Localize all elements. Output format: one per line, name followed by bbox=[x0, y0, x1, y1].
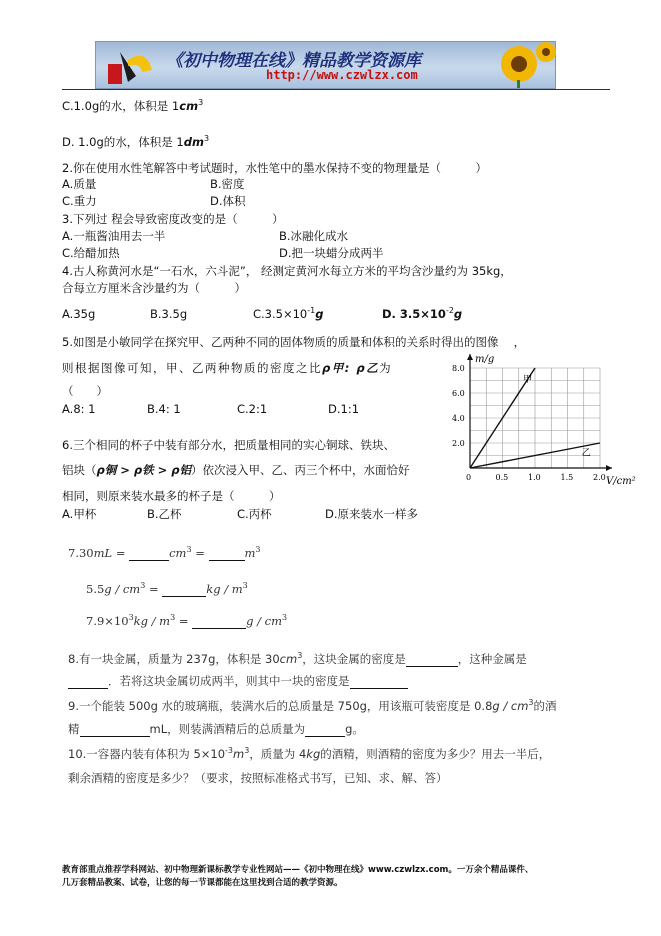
q8-line-1: 8.有一块金属，质量为 237g，体积是 $30cm^3$，这块金属的密度是 ，这种金属是 bbox=[68, 651, 527, 666]
q7-line-2: $5.5g / cm^3$ = kg / $m^3$ bbox=[86, 581, 248, 596]
option-d-line: D. 1.0g的水，体积是 $1dm^3$ bbox=[62, 134, 210, 149]
q6-stem-2: 铝块（ρ铜 > ρ铁 > ρ铝）依次浸入甲、乙、丙三个杯中，水面恰好 bbox=[62, 463, 410, 477]
x-tick-label: 2.0 bbox=[593, 473, 606, 482]
q7-line-3: $7.9\times 10^3kg / m^3 = g / cm^3$ bbox=[86, 613, 288, 628]
x-tick-label: 0.5 bbox=[495, 473, 509, 482]
q3-option-a: A.一瓶酱油用去一半 bbox=[62, 229, 166, 243]
q5-option-a: A.8: 1 bbox=[62, 402, 96, 416]
q2-option-c: C.重力 bbox=[62, 194, 97, 208]
q2-option-a: A.质量 bbox=[62, 177, 97, 191]
q8-blank-2[interactable] bbox=[68, 676, 108, 689]
q9-line-1: 9.一个能装 500g 水的玻璃瓶，装满水后的总质量是 750g，用该瓶可装密度是 $0.8g / cm^3$的酒 bbox=[68, 698, 557, 713]
series-label: 甲 bbox=[523, 374, 533, 385]
y-tick-label: 4.0 bbox=[452, 414, 465, 423]
q3-option-b: B.冰融化成水 bbox=[279, 229, 349, 243]
y-tick-label: 8.0 bbox=[452, 364, 465, 373]
q4-stem-1: 4.古人称黄河水是“一石水，六斗泥”， 经测定黄河水每立方米的平均含沙量约为 35kg， bbox=[62, 264, 512, 278]
q2-stem: 2.你在使用水性笔解答中考试题时，水性笔中的墨水保持不变的物理量是（ ） bbox=[62, 161, 487, 175]
q2-option-b: B.密度 bbox=[210, 177, 245, 191]
q10-line-1: 10.一容器内装有体积为 $5\times 10^{-3}m^3$，质量为 4kg的酒精，则酒精的密度为多少？用去一半后， bbox=[68, 746, 551, 761]
q3-option-d: D.把一块蜡分成两半 bbox=[279, 246, 384, 260]
footer-line-1: 教育部重点推荐学科网站、初中物理新课标教学专业性网站——《初中物理在线》www.czwlzx.com。一万余个精品课件、 bbox=[62, 865, 534, 875]
header-banner bbox=[95, 41, 556, 89]
q4-option-a: A.35g bbox=[62, 307, 96, 321]
x-axis-label: V/cm² bbox=[606, 476, 636, 487]
q7-blank-1[interactable] bbox=[129, 548, 169, 561]
y-axis-label: m/g bbox=[475, 354, 495, 365]
q5-stem-1: 5.如图是小敏同学在探究甲、乙两种不同的固体物质的质量和体积的关系时得出的图像 ， bbox=[62, 335, 526, 349]
q6-stem-3: 相同，则原来装水最多的杯子是（ ） bbox=[62, 489, 281, 503]
q6-stem-1: 6.三个相同的杯子中装有部分水，把质量相同的实心铜球、铁块、 bbox=[62, 438, 395, 452]
header-rule bbox=[62, 89, 610, 90]
q9-blank-1[interactable] bbox=[80, 724, 150, 737]
option-c-line: C.1.0g的水，体积是 $1cm^3$ bbox=[62, 98, 204, 113]
sunflower-icon bbox=[491, 42, 555, 88]
q7-blank-2[interactable] bbox=[209, 548, 245, 561]
x-axis-arrow bbox=[606, 465, 612, 471]
logo-icon bbox=[106, 46, 156, 86]
q8-blank-1[interactable] bbox=[406, 654, 458, 667]
q5-option-d: D.1:1 bbox=[328, 402, 360, 416]
q4-stem-2: 合每立方厘米含沙量约为（ ） bbox=[62, 281, 246, 295]
q7-line-1: $7.30mL = cm^3 = m^3$ bbox=[68, 545, 261, 560]
q3-option-c: C.给醋加热 bbox=[62, 246, 120, 260]
q8-blank-3[interactable] bbox=[350, 676, 408, 689]
q7-blank-4[interactable] bbox=[192, 616, 246, 629]
banner-url: http://www.czwlzx.com bbox=[266, 68, 418, 82]
y-axis-arrow bbox=[467, 354, 473, 360]
x-tick-label: 1.0 bbox=[528, 473, 541, 482]
mass-volume-chart bbox=[440, 340, 636, 490]
x-tick-label: 1.5 bbox=[560, 473, 574, 482]
q5-option-c: C.2:1 bbox=[237, 402, 268, 416]
q6-option-d: D.原来装水一样多 bbox=[325, 507, 419, 521]
q6-option-b: B.乙杯 bbox=[147, 507, 182, 521]
footer-line-2: 几万套精品教案、试卷，让您的每一节课都能在这里找到合适的教学资源。 bbox=[62, 878, 343, 888]
q5-stem-2: 则根据图像可知，甲、乙两种物质的密度之比ρ甲: ρ乙为 bbox=[62, 361, 393, 375]
q5-option-b: B.4: 1 bbox=[147, 402, 181, 416]
y-tick-label: 2.0 bbox=[452, 439, 465, 448]
q8-line-2: ．若将这块金属切成两半，则其中一块的密度是 bbox=[68, 673, 408, 689]
q4-option-d: D. $3.5\times 10^{-2}g$ bbox=[382, 306, 463, 321]
q9-line-2: 精 mL，则装满酒精后的总质量为 g。 bbox=[68, 722, 364, 736]
q4-option-b: B.3.5g bbox=[150, 307, 188, 321]
y-tick-label: 6.0 bbox=[452, 389, 465, 398]
q5-paren: （ ） bbox=[62, 384, 108, 398]
q7-blank-3[interactable] bbox=[162, 584, 206, 597]
q6-option-a: A.甲杯 bbox=[62, 507, 97, 521]
q2-option-d: D.体积 bbox=[210, 194, 246, 208]
q10-line-2: 剩余酒精的密度是多少？（要求，按照标准格式书写，已知、求、解、答） bbox=[68, 771, 448, 785]
x-tick-label: 0 bbox=[466, 473, 472, 482]
series-label: 乙 bbox=[581, 448, 591, 459]
q9-blank-2[interactable] bbox=[305, 724, 345, 737]
q6-option-c: C.丙杯 bbox=[237, 507, 272, 521]
q4-option-c: $C.3.5\times 10^{-1}g$ bbox=[253, 306, 324, 321]
banner-title: 《初中物理在线》精品教学资源库 bbox=[166, 51, 421, 71]
q3-stem: 3.下列过 程会导致密度改变的是（ ） bbox=[62, 212, 284, 226]
